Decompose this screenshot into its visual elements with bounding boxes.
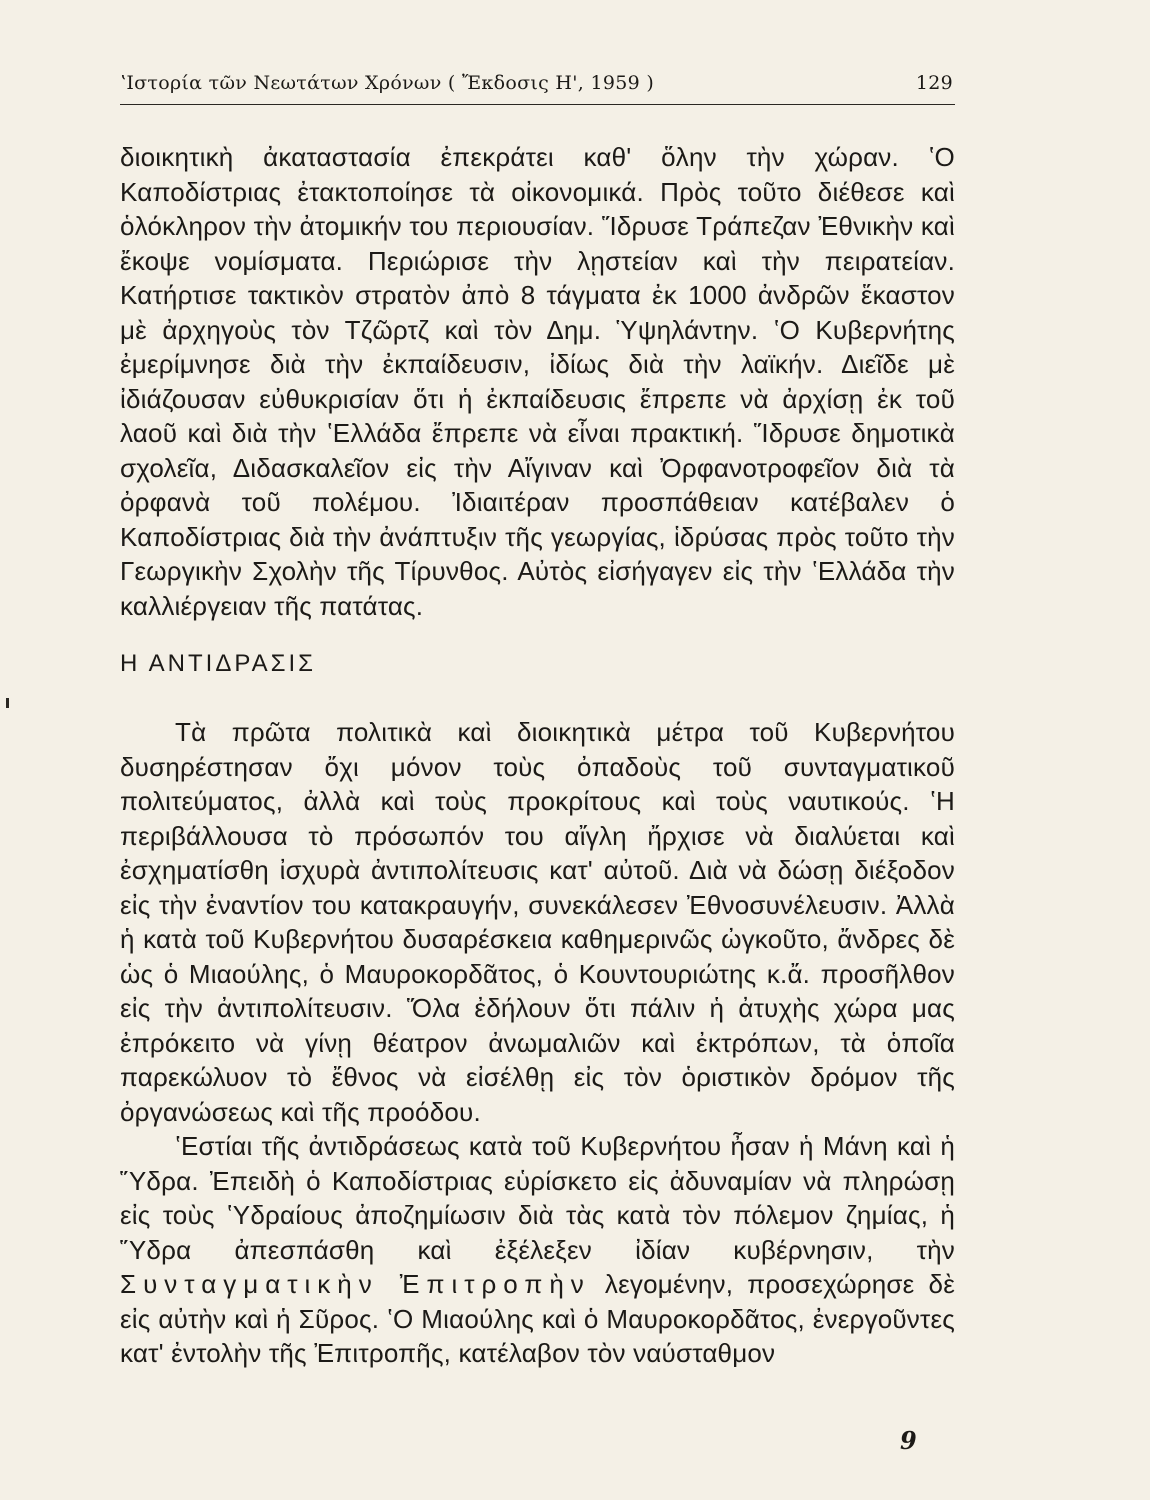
paragraph-2: Τὰ πρῶτα πολιτικὰ καὶ διοικητικὰ μέτρα τοῦ Κυβερνήτου δυσηρέστησαν ὄχι μόνον τοὺς ὀπαδοὺς τοῦ συνταγματικοῦ πολιτεύματος, ἀλλὰ καὶ τοὺς προκρίτους καὶ τοὺς ναυτικούς. ʽΗ περιβάλλουσα τὸ πρόσωπόν του αἴγλη ἤρχισε νὰ διαλύεται καὶ ἐσχηματίσθη ἰσχυρὰ ἀντιπολίτευσις κατ' αὐτοῦ. Διὰ νὰ δώσῃ διέξοδον εἰς τὴν ἐναντίον του κατακραυγήν, συνεκάλεσεν Ἐθνοσυνέλευσιν. Ἀλλὰ ἡ κατὰ τοῦ Κυβερνήτου δυσαρέσκεια καθημερινῶς ὠγκοῦτο, ἄνδρες δὲ ὡς ὁ Μιαούλης, ὁ Μαυροκορδᾶτος, ὁ Κουντουριώτης κ.ἄ. προσῆλθον εἰς τὴν ἀντιπολίτευσιν. Ὅλα ἐδήλουν ὅτι πάλιν ἡ ἀτυχὴς χώρα μας ἐπρόκειτο νὰ γίνῃ θέατρον ἀνωμαλιῶν καὶ ἐκτρόπων, τὰ ὁποῖα παρεκώλυον τὸ ἔθνος νὰ εἰσέλθῃ εἰς τὸν ὁριστικὸν δρόμον τῆς ὀργανώσεως καὶ τῆς προόδου. [120,717,955,1127]
paragraph-3-before: ʽΕστίαι τῆς ἀντιδράσεως κατὰ τοῦ Κυβερνήτου ἦσαν ἡ Μάνη καὶ ἡ Ὕδρα. Ἐπειδὴ ὁ Καποδίστριας εὑρίσκετο εἰς ἀδυναμίαν νὰ πληρώσῃ εἰς τοὺς ʽΥδραίους ἀποζημίωσιν διὰ τὰς κατὰ τὸν πόλεμον ζημίας, ἡ Ὕδρα ἀπεσπάσθη καὶ ἐξέλεξεν ἰδίαν κυβέρνησιν, τὴν [120,1131,955,1265]
section-body [120,715,955,1371]
paragraph-block-1 [120,140,955,623]
running-head-title: ʽΙστορία τῶν Νεωτάτων Χρόνων ( Ἔκδοσις Η', 1959 ) [120,72,655,94]
page-number: 129 [915,72,953,94]
signature-mark: 9 [900,1426,917,1455]
paragraph-1: διοικητικὴ ἀκαταστασία ἐπεκράτει καθ' ὅλην τὴν χώραν. ʽΟ Καποδίστριας ἐτακτοποίησε τὰ οἰκονομικά. Πρὸς τοῦτο διέθεσε καὶ ὁλόκληρον τὴν ἀτομικήν του περιουσίαν. Ἵδρυσε Τράπεζαν Ἐθνικὴν καὶ ἔκοψε νομίσματα. Περιώρισε τὴν λῃστείαν καὶ τὴν πειρατείαν. Κατήρτισε τακτικὸν στρατὸν ἀπὸ 8 τάγματα ἐκ 1000 ἀνδρῶν ἕκαστον μὲ ἀρχηγοὺς τὸν Τζῶρτζ καὶ τὸν Δημ. Ὑψηλάντην. ʽΟ Κυβερνήτης ἐμερίμνησε διὰ τὴν ἐκπαίδευσιν, ἰδίως διὰ τὴν λαϊκήν. Διεῖδε μὲ ἰδιάζουσαν εὐθυκρισίαν ὅτι ἡ ἐκπαίδευσις ἔπρεπε νὰ ἀρχίσῃ ἐκ τοῦ λαοῦ καὶ διὰ τὴν ʽΕλλάδα ἔπρεπε νὰ εἶναι πρακτική. Ἵδρυσε δημοτικὰ σχολεῖα, Διδασκαλεῖον εἰς τὴν Αἴγιναν καὶ Ὀρφανοτροφεῖον διὰ τὰ ὀρφανὰ τοῦ πολέμου. Ἰδιαιτέραν προσπάθειαν κατέβαλεν ὁ Καποδίστριας διὰ τὴν ἀνάπτυξιν τῆς γεωργίας, ἱδρύσας πρὸς τοῦτο τὴν Γεωργικὴν Σχολὴν τῆς Τίρυνθος. Αὐτὸς εἰσήγαγεν εἰς τὴν ʽΕλλάδα τὴν καλλιέργειαν τῆς πατάτας. [120,142,955,621]
margin-mark [6,698,9,708]
running-head [120,70,955,105]
paragraph-3-after: λεγομένην, προσεχώρησε δὲ εἰς αὐτὴν καὶ ἡ Σῦρος. ʽΟ Μιαούλης καὶ ὁ Μαυροκορδᾶτος, ἐνεργοῦντες κατ' ἐντολὴν τῆς Ἐπιτροπῆς, κατέλαβον τὸν ναύσταθμον [120,1269,955,1368]
paragraph-3-spaced-term: Συνταγματικὴν Ἐπιτροπὴν [120,1269,591,1299]
section-heading: Η ΑΝΤΙΔΡΑΣΙΣ [120,650,316,677]
paragraph-3 [120,1129,955,1371]
